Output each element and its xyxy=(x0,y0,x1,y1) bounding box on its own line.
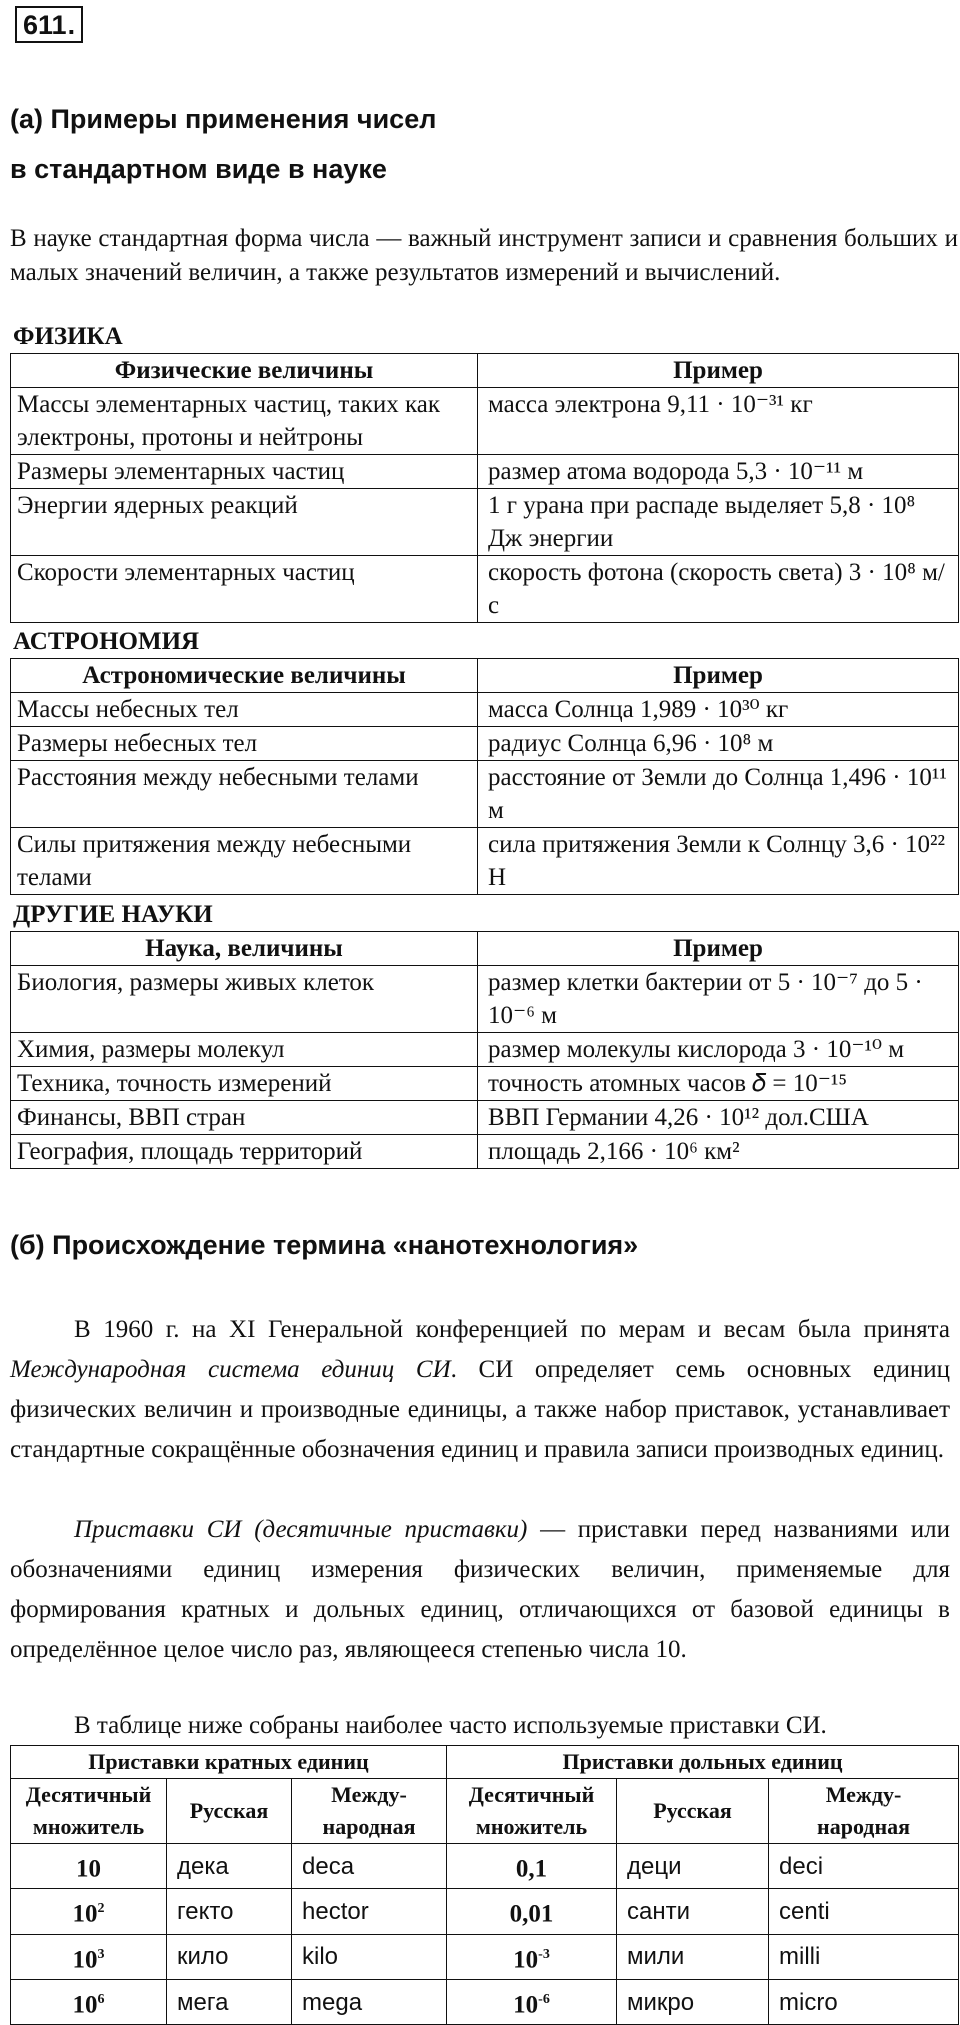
column-header-example: Пример xyxy=(478,932,959,966)
prefix-column-header-row xyxy=(11,1779,959,1844)
table-row xyxy=(11,455,959,489)
quantity-cell: Финансы, ВВП стран xyxy=(11,1101,478,1135)
paragraph-si-text-1: В 1960 г. на XI Генеральной конференцией по мерам и весам была принята xyxy=(74,1316,950,1343)
prefix-row xyxy=(11,1934,959,1979)
other-sciences-label: ДРУГИЕ НАУКИ xyxy=(13,901,213,928)
example-cell: площадь 2,166 · 10⁶ км² xyxy=(478,1135,959,1169)
table-row xyxy=(11,693,959,727)
table-row xyxy=(11,1033,959,1067)
astronomy-label: АСТРОНОМИЯ xyxy=(13,628,200,655)
factor-value: 0,1 xyxy=(515,1855,548,1883)
column-header-russian: Русская xyxy=(617,1779,769,1844)
paragraph-prefixes-italic: Приставки СИ (десятичные приставки) xyxy=(74,1516,528,1543)
russian-prefix-cell: кило xyxy=(167,1934,292,1979)
multiple-factor-cell xyxy=(11,1889,167,1934)
international-prefix-cell: hector xyxy=(292,1889,447,1934)
example-cell: 1 г урана при распаде выделяет 5,8 · 10⁸ Дж энергии xyxy=(478,489,959,556)
column-header-science: Наука, величины xyxy=(11,932,478,966)
quantity-cell: Техника, точность измерений xyxy=(11,1067,478,1101)
section-a-title xyxy=(10,94,436,194)
problem-number-box xyxy=(15,6,83,43)
table-row xyxy=(11,828,959,895)
international-prefix-cell: mega xyxy=(292,1979,447,2024)
section-a-intro: В науке стандартная форма числа — важный инструмент записи и сравнения больших и малых значений величин, а также результатов измерений и вычислений. xyxy=(10,225,958,286)
quantity-cell: Расстояния между небесными телами xyxy=(11,761,478,828)
prefix-group-header-row xyxy=(11,1746,959,1779)
table-row xyxy=(11,1135,959,1169)
international-prefix-cell: milli xyxy=(769,1934,959,1979)
factor-exponent: 2 xyxy=(97,1901,105,1917)
russian-prefix-cell: санти xyxy=(617,1889,769,1934)
multiple-factor-cell xyxy=(11,1844,167,1889)
column-header-international xyxy=(769,1779,959,1844)
factor-exponent: -3 xyxy=(538,1946,550,1962)
russian-prefix-cell: гекто xyxy=(167,1889,292,1934)
section-a-title-line1: (а) Примеры применения чисел xyxy=(10,104,437,134)
russian-prefix-cell: дека xyxy=(167,1844,292,1889)
russian-prefix-cell: микро xyxy=(617,1979,769,2024)
factor-exponent: 3 xyxy=(97,1946,105,1962)
submultiple-factor-cell xyxy=(447,1934,617,1979)
example-cell: скорость фотона (скорость света) 3 · 10⁸ м/с xyxy=(478,556,959,623)
paragraph-si-text-2: . СИ определяет семь основных единиц физических величин и производные единицы, а также набор приставок, устанавливает стандартные сокращённые обозначения единиц и правила записи производных единиц. xyxy=(10,1356,950,1463)
russian-prefix-cell: мега xyxy=(167,1979,292,2024)
quantity-cell: Энергии ядерных реакций xyxy=(11,489,478,556)
column-header-quantity: Астрономические величины xyxy=(11,659,478,693)
quantity-cell: География, площадь территорий xyxy=(11,1135,478,1169)
quantity-cell: Скорости элементарных частиц xyxy=(11,556,478,623)
factor-base: 10 xyxy=(72,1900,98,1928)
international-prefix-cell: deca xyxy=(292,1844,447,1889)
table-row xyxy=(11,1101,959,1135)
table-header-row xyxy=(11,659,959,693)
international-header-line1: Между- xyxy=(825,1782,902,1807)
column-header-multiplier xyxy=(11,1779,167,1844)
example-cell: масса электрона 9,11 · 10⁻³¹ кг xyxy=(478,388,959,455)
international-prefix-cell: micro xyxy=(769,1979,959,2024)
example-cell: размер молекулы кислорода 3 · 10⁻¹⁰ м xyxy=(478,1033,959,1067)
submultiple-factor-cell xyxy=(447,1844,617,1889)
physics-table xyxy=(10,353,959,623)
table-row xyxy=(11,489,959,556)
submultiple-factor-cell xyxy=(447,1889,617,1934)
factor-base: 10 xyxy=(513,1945,539,1973)
quantity-cell: Биология, размеры живых клеток xyxy=(11,966,478,1033)
example-cell: сила притяжения Земли к Солнцу 3,6 · 10²² Н xyxy=(478,828,959,895)
example-cell: ВВП Германии 4,26 · 10¹² дол.США xyxy=(478,1101,959,1135)
multiple-factor-cell xyxy=(11,1934,167,1979)
quantity-cell: Силы притяжения между небесными телами xyxy=(11,828,478,895)
international-prefix-cell: kilo xyxy=(292,1934,447,1979)
column-header-multiplier xyxy=(447,1779,617,1844)
table-row xyxy=(11,388,959,455)
factor-base: 10 xyxy=(76,1855,101,1883)
international-prefix-cell: centi xyxy=(769,1889,959,1934)
example-cell: масса Солнца 1,989 · 10³⁰ кг xyxy=(478,693,959,727)
multiplier-header-line1: Десятичный xyxy=(468,1782,595,1807)
paragraph-prefixes xyxy=(10,1510,950,1670)
problem-number: 611 xyxy=(23,10,67,40)
other-sciences-table xyxy=(10,931,959,1169)
factor-exponent: 6 xyxy=(97,1991,105,2007)
group-header-submultiple: Приставки дольных единиц xyxy=(447,1746,959,1779)
paragraph-table-intro: В таблице ниже собраны наиболее часто используемые приставки СИ. xyxy=(74,1712,827,1739)
multiplier-header-line1: Десятичный xyxy=(25,1782,152,1807)
multiple-factor-cell xyxy=(11,1979,167,2024)
section-a-title-line2: в стандартном виде в науке xyxy=(10,154,387,184)
example-cell: точность атомных часов 𝛿 = 10⁻¹⁵ xyxy=(478,1067,959,1101)
example-cell: расстояние от Земли до Солнца 1,496 · 10¹¹ м xyxy=(478,761,959,828)
table-row xyxy=(11,966,959,1033)
table-header-row xyxy=(11,354,959,388)
table-row xyxy=(11,556,959,623)
problem-number-dot: . xyxy=(67,10,76,40)
table-row xyxy=(11,761,959,828)
example-cell: радиус Солнца 6,96 · 10⁸ м xyxy=(478,727,959,761)
russian-prefix-cell: деци xyxy=(617,1844,769,1889)
physics-label: ФИЗИКА xyxy=(13,323,123,350)
column-header-international xyxy=(292,1779,447,1844)
example-cell: размер клетки бактерии от 5 · 10⁻⁷ до 5 · 10⁻⁶ м xyxy=(478,966,959,1033)
paragraph-prefixes-text: — приставки перед названиями или обозначениями единиц измерения физических величин, применяемые для формирования кратных и дольных единиц, отличающихся от базовой единицы в определённое целое число раз, являющееся степенью числа 10. xyxy=(10,1516,950,1663)
factor-base: 10 xyxy=(72,1991,98,2019)
international-header-line1: Между- xyxy=(331,1782,407,1807)
paragraph-si xyxy=(10,1310,950,1470)
prefix-row xyxy=(11,1844,959,1889)
multiplier-header-line2: множитель xyxy=(32,1814,145,1839)
section-b-title: (б) Происхождение термина «нанотехнология» xyxy=(10,1230,639,1260)
quantity-cell: Размеры элементарных частиц xyxy=(11,455,478,489)
factor-base: 10 xyxy=(72,1945,98,1973)
factor-value: 0,01 xyxy=(509,1900,554,1928)
quantity-cell: Массы элементарных частиц, таких как электроны, протоны и нейтроны xyxy=(11,388,478,455)
prefix-row xyxy=(11,1979,959,2024)
international-header-line2: народная xyxy=(322,1814,416,1839)
quantity-cell: Массы небесных тел xyxy=(11,693,478,727)
column-header-quantity: Физические величины xyxy=(11,354,478,388)
column-header-russian: Русская xyxy=(167,1779,292,1844)
table-row xyxy=(11,1067,959,1101)
quantity-cell: Размеры небесных тел xyxy=(11,727,478,761)
quantity-cell: Химия, размеры молекул xyxy=(11,1033,478,1067)
astronomy-table xyxy=(10,658,959,895)
multiplier-header-line2: множитель xyxy=(475,1814,588,1839)
table-row xyxy=(11,727,959,761)
submultiple-factor-cell xyxy=(447,1979,617,2024)
international-prefix-cell: deci xyxy=(769,1844,959,1889)
si-prefix-table xyxy=(10,1745,959,2025)
russian-prefix-cell: мили xyxy=(617,1934,769,1979)
international-header-line2: народная xyxy=(817,1814,911,1839)
paragraph-si-italic: Международная система единиц СИ xyxy=(10,1356,451,1383)
group-header-multiple: Приставки кратных единиц xyxy=(11,1746,447,1779)
factor-exponent: -6 xyxy=(538,1991,550,2007)
table-header-row xyxy=(11,932,959,966)
column-header-example: Пример xyxy=(478,354,959,388)
example-cell: размер атома водорода 5,3 · 10⁻¹¹ м xyxy=(478,455,959,489)
prefix-row xyxy=(11,1889,959,1934)
factor-base: 10 xyxy=(513,1991,539,2019)
column-header-example: Пример xyxy=(478,659,959,693)
